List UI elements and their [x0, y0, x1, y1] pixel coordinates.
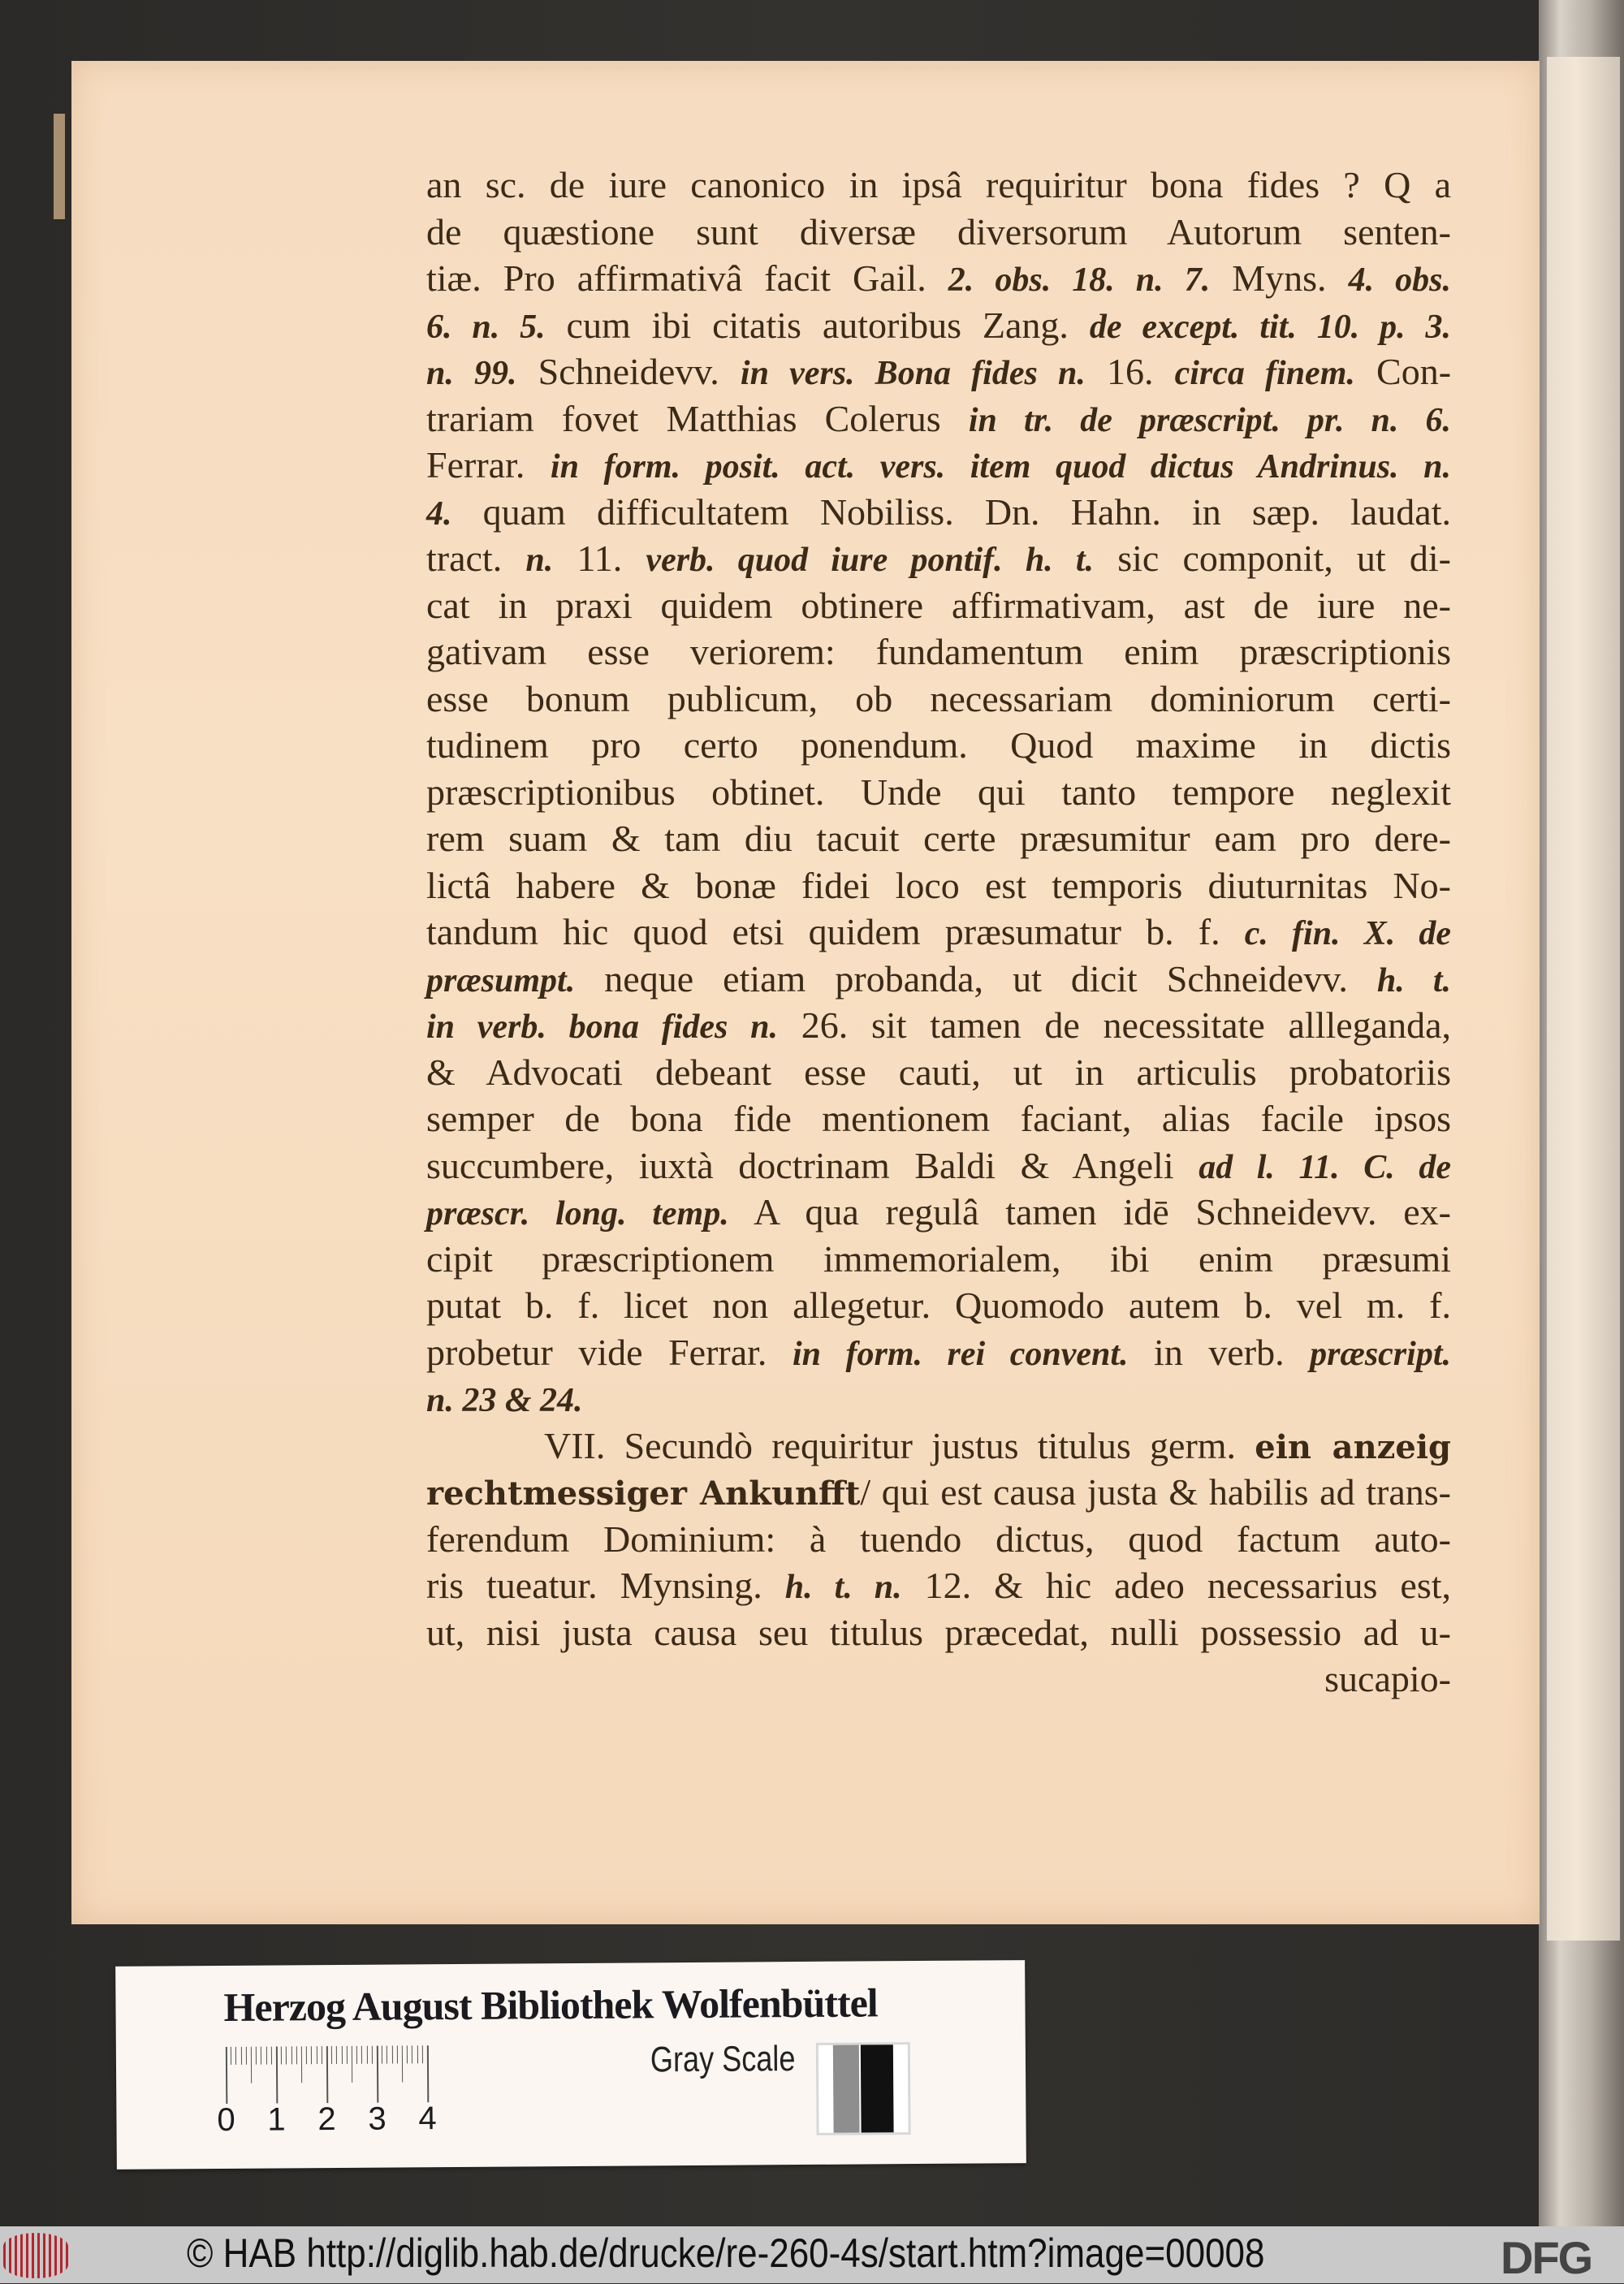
citation-text: de except. tit. 10. p. 3. [1089, 308, 1452, 346]
body-text: præscriptionibus obtinet. Unde qui tanto tempore neglexit [426, 771, 1451, 813]
ruler-number: 3 [368, 2101, 387, 2137]
ruler-tick [397, 2045, 398, 2063]
text-line [426, 1376, 1451, 1422]
body-text: cipit præscriptionem immemorialem, ibi enim præsumi [426, 1237, 1451, 1280]
body-text: esse bonum publicum, ob necessariam dominiorum certi- [426, 677, 1451, 719]
body-text: sucapio- [1324, 1658, 1451, 1699]
copyright-link[interactable]: © HAB http://diglib.hab.de/drucke/re-260-4s/start.htm?image=00008 [187, 2230, 1265, 2276]
next-page-edge [1547, 57, 1620, 1941]
body-text: / qui est causa justa & habilis ad trans- [860, 1471, 1451, 1513]
body-text: tandum hic quod etsi quidem præsumatur b. f. [426, 911, 1245, 952]
body-text: Ferrar. [426, 444, 551, 486]
text-line [426, 209, 1451, 255]
text-line [426, 863, 1451, 909]
body-text: rem suam & tam diu tacuit certe præsumitur eam pro dere- [426, 818, 1451, 859]
ruler-tick [341, 2046, 342, 2064]
body-text: 16. [1085, 351, 1175, 392]
body-text: 11. [553, 538, 646, 579]
text-line [426, 676, 1451, 722]
footer-bar [0, 2226, 1624, 2283]
ruler-tick [361, 2046, 362, 2064]
ruler-tick [235, 2047, 236, 2065]
ruler-tick [226, 2047, 227, 2104]
ruler-tick [372, 2046, 373, 2064]
citation-text: n. [525, 542, 554, 579]
body-text: ferendum Dominium: à tuendo dictus, quod factum auto- [426, 1518, 1451, 1560]
text-line [426, 490, 1451, 535]
ruler-tick [331, 2046, 332, 2064]
body-text: probetur vide Ferrar. [426, 1331, 793, 1373]
ruler-tick [311, 2046, 312, 2064]
citation-text: verb. quod iure pontif. h. t. [646, 542, 1095, 579]
text-line [426, 629, 1451, 675]
citation-text: h. t. n. [784, 1569, 902, 1606]
ruler-tick [422, 2045, 423, 2063]
citation-text: n. 99. [426, 355, 517, 392]
ruler-tick [291, 2046, 292, 2064]
body-text: Con- [1354, 351, 1452, 392]
ruler [226, 2045, 445, 2104]
text-line [426, 1517, 1451, 1562]
text-line [426, 1283, 1451, 1328]
body-text: cum ibi citatis autoribus Zang. [545, 304, 1090, 346]
text-line [426, 349, 1451, 395]
ruler-tick [407, 2045, 408, 2063]
body-text: A qua regulâ tamen idē Schneidevv. ex- [728, 1191, 1451, 1233]
text-line [426, 583, 1451, 628]
text-line [426, 443, 1451, 488]
ruler-number: 1 [267, 2101, 286, 2138]
body-text: trariam fovet Matthias Colerus [426, 397, 969, 439]
ruler-tick [281, 2046, 282, 2064]
text-line [426, 1096, 1451, 1142]
library-name: Herzog August Bibliothek Wolfenbüttel [223, 1980, 878, 2030]
body-text: semper de bona fide mentionem faciant, alias facile ipsos [426, 1098, 1451, 1139]
body-text: ut, nisi justa causa seu titulus præcedat, nulli possessio ad u- [426, 1611, 1451, 1653]
body-text: gativam esse veriorem: fundamentum enim præscriptionis [426, 631, 1451, 672]
citation-text: præscr. long. temp. [426, 1195, 729, 1233]
citation-text: in vers. Bona fides n. [740, 355, 1086, 392]
citation-text: 4. [426, 494, 452, 533]
text-line [426, 816, 1451, 861]
ruler-number: 0 [217, 2101, 235, 2139]
ruler-tick [306, 2046, 307, 2064]
ruler-tick [356, 2046, 357, 2064]
ruler-tick [286, 2046, 287, 2064]
book-page [71, 61, 1540, 1924]
body-text: an sc. de iure canonico in ipsâ requiritur bona fides ? Q a [426, 164, 1451, 205]
text-line [426, 956, 1451, 1002]
body-text: 12. & hic adeo necessarius est, [901, 1565, 1451, 1606]
ruler-tick [240, 2047, 241, 2065]
text-line [426, 1470, 1451, 1515]
body-text: Schneidevv. [516, 351, 741, 392]
citation-text: 6. n. 5. [426, 308, 546, 346]
dfg-logo: DFG [1501, 2232, 1592, 2283]
citation-text: 2. obs. 18. n. 7. [948, 261, 1211, 299]
ruler-tick [366, 2046, 367, 2064]
ruler-tick [271, 2047, 272, 2065]
body-text: cat in praxi quidem obtinere affirmativam, ast de iure ne- [426, 584, 1451, 626]
text-line [426, 770, 1451, 815]
text-line [426, 256, 1451, 301]
text-line [426, 723, 1451, 768]
citation-text: in verb. bona fides n. [426, 1008, 779, 1046]
text-line [426, 1237, 1451, 1282]
body-text: tiæ. Pro affirmativâ facit Gail. [426, 257, 948, 299]
body-text: putat b. f. licet non allegetur. Quomodo autem b. vel m. f. [426, 1284, 1451, 1326]
ruler-tick [391, 2046, 392, 2064]
ruler-tick [316, 2046, 317, 2064]
ruler-tick [427, 2045, 429, 2102]
text-line [544, 1423, 1451, 1469]
ruler-tick [276, 2047, 278, 2104]
text-line [426, 1003, 1451, 1048]
text-line [426, 303, 1451, 348]
text-line [426, 1143, 1451, 1189]
ruler-tick [326, 2046, 328, 2103]
citation-text: in tr. de præscript. pr. n. 6. [968, 401, 1451, 439]
body-text: in verb. [1128, 1331, 1311, 1373]
text-line [426, 396, 1451, 442]
body-text: sic componit, ut di- [1094, 538, 1451, 579]
text-line [426, 1189, 1451, 1235]
citation-text: in form. posit. act. vers. item quod dictus Andrinus. n. [550, 448, 1451, 486]
ruler-tick [336, 2046, 337, 2064]
citation-text: c. fin. X. de [1244, 915, 1452, 952]
citation-text: ad l. 11. C. de [1199, 1148, 1451, 1186]
gray-scale-patch [816, 2042, 911, 2135]
page-tab [54, 114, 65, 219]
blackletter-text: rechtmessiger Ankunfft [426, 1474, 861, 1513]
citation-text: circa finem. [1174, 355, 1355, 392]
text-line [426, 1563, 1451, 1608]
text-line [426, 162, 1451, 208]
body-text: 26. sit tamen de necessitate allleganda, [778, 1004, 1452, 1046]
citation-text: 4. obs. [1348, 261, 1451, 299]
ruler-number: 4 [418, 2101, 437, 2137]
body-text: succumbere, iuxtà doctrinam Baldi & Angeli [426, 1144, 1199, 1186]
ruler-tick [256, 2047, 257, 2065]
ruler-tick [251, 2047, 252, 2083]
blackletter-text: ein anzeig [1255, 1427, 1451, 1466]
citation-text: in form. rei convent. [792, 1335, 1129, 1373]
text-line [426, 909, 1451, 955]
ruler-tick [301, 2046, 302, 2083]
text-line [426, 1610, 1451, 1656]
citation-text: præscript. [1310, 1335, 1451, 1373]
body-text: & Advocati debeant esse cauti, ut in articulis probatoriis [426, 1051, 1451, 1093]
text-line [426, 536, 1451, 581]
text-line [426, 1330, 1451, 1375]
ruler-tick [296, 2046, 297, 2064]
text-line [426, 1656, 1451, 1702]
ruler-number: 2 [317, 2101, 336, 2138]
ruler-tick [246, 2047, 247, 2065]
hab-logo-icon [3, 2233, 68, 2278]
body-text: de quæstione sunt diversæ diversorum Autorum senten- [426, 210, 1451, 253]
body-text: tract. [426, 538, 526, 579]
body-text: ris tueatur. Mynsing. [426, 1565, 785, 1606]
gray-scale-label: Gray Scale [650, 2039, 796, 2080]
text-line [426, 1050, 1451, 1095]
ruler-tick [377, 2046, 378, 2103]
body-text: lictâ habere & bonæ fidei loco est temporis diuturnitas No- [426, 864, 1451, 906]
body-text: neque etiam probanda, ut dicit Schneidevv. [575, 957, 1377, 1000]
body-text: tudinem pro certo ponendum. Quod maxime in dictis [426, 724, 1451, 766]
citation-text: h. t. [1376, 961, 1452, 1000]
body-text: Myns. [1210, 257, 1349, 299]
ruler-tick [347, 2046, 348, 2064]
scale-card [115, 1960, 1026, 2170]
citation-text: præsumpt. [426, 961, 576, 1000]
body-text: quam difficultatem Nobiliss. Dn. Hahn. in sæp. laudat. [451, 490, 1451, 533]
ruler-tick [402, 2045, 403, 2082]
citation-text: n. 23 & 24. [426, 1382, 583, 1419]
body-text: VII. Secundò requiritur justus titulus germ. [544, 1424, 1255, 1466]
